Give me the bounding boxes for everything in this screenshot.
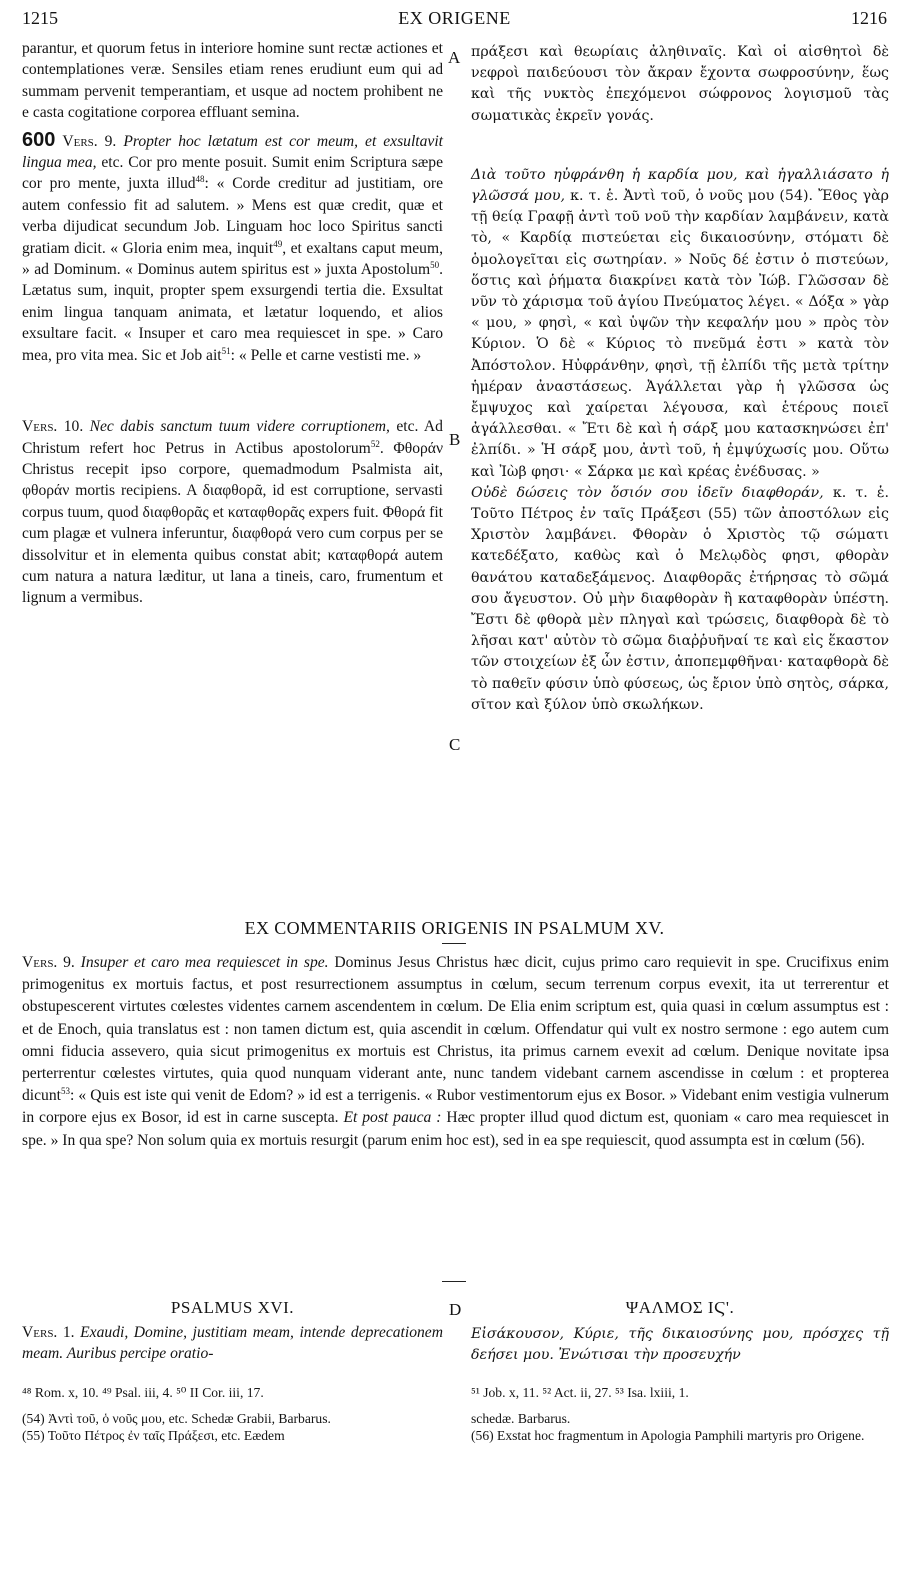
margin-mark-b: B [449, 430, 461, 449]
verse-label: Vers. 9. [22, 954, 75, 971]
footnotes-right [471, 1410, 889, 1444]
section-title: EX COMMENTARIIS ORIGENIS IN PSALMUM XV. [244, 918, 665, 938]
footnote-ref: 52 [370, 438, 380, 449]
margin-mark-d: D [449, 1300, 462, 1319]
footnote-ref: 49 [273, 238, 283, 249]
verse-lemma: Exaudi, Domine, justitiam meam, intende deprecationem meam. Auribus percipe oratio- [22, 1324, 443, 1362]
verse-lemma: Nec dabis sanctum tuum videre corruptionem, [89, 418, 390, 436]
latin-paragraph-1: parantur, et quorum fetus in interiore homine sunt rectæ actiones et contemplationes veræ. Sensiles etiam renes erudiunt eum qui ad summam pervenit temperantiam, et usque ad noctem prohibent ne e casta cogitatione corporea effluant semina. [22, 40, 443, 122]
psalm-greek-text [471, 1324, 889, 1366]
column-number: 600 [22, 128, 56, 151]
verse-lemma: Propter hoc lætatum est cor meum, et exsultavit lingua mea, [22, 132, 443, 172]
psalm-title-latin: PSALMUS XVI. [170, 1298, 295, 1317]
divider [442, 1281, 466, 1282]
psalm-title-greek: ΨΑΛΜΟΣ ΙϚ'. [625, 1298, 735, 1317]
margin-mark-c: C [449, 735, 461, 754]
greek-column [471, 42, 889, 716]
verse-label: Vers. 10. [22, 418, 84, 436]
greek-paragraph-2: Διὰ τοῦτο ηὐφράνθη ἡ καρδία μου, καὶ ἠγαλλιάσατο ἡ γλῶσσά μου, κ. τ. ἑ. Ἀντὶ τοῦ, ὁ νοῦς μου (54). Ἔθος γὰρ τῇ θείᾳ Γραφῇ ἀντὶ τοῦ νοῦ τὴν καρδίαν λαμβάνειν, κατὰ τὸ, « Καρδίᾳ πιστεύεται εἰς δικαιοσύνην, στόματι δὲ ὁμολογεῖται εἰς σωτηρίαν. » Νοῦς δέ ἐστιν ὁ πιστεύων, ὅστις καὶ ῥήματα διακρίνει κατὰ τὸν Ἰώβ. Γλῶσσαν δὲ νῦν τὸ χάρισμα τοῦ ἁγίου Πνεύματος λέγει. « Δόξα » γὰρ « μου, » φησὶ, « καὶ ὑψῶν τὴν κεφαλήν μου » πρὸς τὸν Κύριον. Ὁ δὲ « Κύριος τὸ πνεῦμά ἐστι » κατὰ τὸν Ἀπόστολον. Ηὐφράνθην, φησὶ, τῇ ἐλπίδι τῆς μετὰ τρίτην ἡμέραν ἀναστάσεως. Ἀγάλλεται γὰρ ἡ γλῶσσα ὡς ἔμψυχος καὶ χαίρεται λέγουσα, καὶ ἑτέρους ποιεῖ ἀγάλλεσθαι. « Ἔτι δὲ καὶ ἡ σάρξ μου κατασκηνώσει ἐπ' ἐλπίδι. » Ἡ σάρξ μου, ἀντὶ τοῦ, ἡ ἐμψύχωσίς μου. Οὕτω καὶ Ἰὼβ φησι· « Σάρκα με καὶ κρέας ἐνέδυσας. » [471, 166, 889, 480]
running-title: EX ORIGENE [398, 8, 511, 28]
verse-label: Vers. 1. [22, 1324, 75, 1341]
footnote-refs-right: ⁵¹ Job. x, 11. ⁵² Act. ii, 27. ⁵³ Isa. lxiii, 1. [471, 1385, 689, 1400]
psalm-latin-text [22, 1322, 443, 1364]
post-pauca: Et post pauca : [343, 1109, 442, 1127]
footnote-55-cont: schedæ. Barbarus. [471, 1411, 571, 1426]
latin-paragraph-2: 600 Vers. 9. Propter hoc lætatum est cor meum, et exsultavit lingua mea, etc. Cor pro mente posuit. Sumit enim Scriptura sæpe cor pro mente, juxta illud$^{48}$: « Corde creditur ad justitiam, ore autem confessio fit ad salutem. » Mens est quæ credit, quæ et verba dijudicat secundum Job. Linguam hoc loco Spiritus sancti gratiam dicit. « Gloria enim mea, inquit$^{49}$, et exaltans caput meum, » ad Dominum. « Dominus autem spiritus est » juxta Apostolum$^{50}$. Lætatus sum, inquit, propter spem exsurgendi tertia die. Exsultat enim lingua tanquam animata, et lætatur loquendo, et alios exsultare facit. « Insuper et caro mea requiescet in spe. » Caro mea, pro vita mea. Sic et Job ait$^{51}$: « Pelle et carne vestisti me. » [22, 128, 444, 364]
greek-paragraph-3: Οὐδὲ δώσεις τὸν ὅσιόν σου ἰδεῖν διαφθοράν, κ. τ. ἑ. Τοῦτο Πέτρος ἐν ταῖς Πράξεσι (55) τῶν ἀποστόλων εἰς Χριστὸν λαμβάνει. Φθορὰν ὁ Χριστὸς τῷ σώματι κατεδέξατο, καθὼς καὶ ὁ Μελῳδὸς φησι, φθορὰν θανάτου καταδεξάμενος. Διαφθορᾶς ἐτήρησας τὸ σῶμά σου ἄγευστον. Οὐ μὴν διαφθορὰν ἢ καταφθορὰν ὑπέστη. Ἔστι δὲ φθορὰ μὲν πληγαὶ καὶ τρώσεις, διαφθορὰ δὲ τὸ λῆσαι κατ' αὐτὸν τὸ σῶμα διαῤῥυῆναί τε καὶ εἰς ἕκαστον τῶν στοιχείων ἐξ ὧν ἐστιν, ἀποπεμφθῆναι· καταφθορὰ δὲ τὸ παθεῖν φύσιν ὑπὸ φύσεως, ὡς ἔριον ὑπὸ σητὸς, σάρκα, σῖτον καὶ ξύλον ὑπὸ σκωλήκων. [471, 484, 889, 713]
running-header [22, 8, 887, 34]
commentary-text: Vers. 9. Insuper et caro mea requiescet in spe. Dominus Jesus Christus hæc dicit, cujus primo caro requievit in spe. Crucifixus enim primogenitus ex mortuis factus, et post resurrectionem assumptus in cœlum, secum terrenum corpus evexit, ita ut terrerentur et obstupescerent virtutes cœlestes videntes carnem ascendentem in cœlum. De Elia enim scriptum est, quia quasi in cœlum assumptus est : et de Enoch, quia translatus est : non tamen dictum est, quia ascendit in cœlum. Offendatur qui vult ex nostro sermone : ego autem cum omni fiducia assevero, quia sicut primogenitus ex mortuis est Christus, ita primus carnem evexit ad cœlum. Denique novitate ipsa perterrentur cœlestes virtutes, quia quod nunquam viderant ante, nunc tandem videbant carnem ascendisse in cœlum : et propterea dicunt$^{53}$: « Quis est iste qui venit de Edom? » id est a terrigenis. « Rubor vestimentorum ejus ex Bosor. » Videbant enim vestigia vulnerum in corpore ejus ex Bosor, id est in carne suscepta. Et post pauca : Hæc propter illud quod dictum est, quoniam « caro mea requiescet in spe. » In qua spe? Non solum quia ex mortuis resurgit (parum enim hoc est), sed in ea spe requiescit, quod assumpta est in cœlum (56). [22, 954, 889, 1149]
footnote-ref: 53 [60, 1086, 70, 1097]
greek-paragraph-1: πράξεσι καὶ θεωρίαις ἀληθιναῖς. Καὶ οἱ αἰσθητοὶ δὲ νεφροὶ παιδεύουσι τὸν ἄκραν ἔχοντα σωφροσύνην, ἕως καὶ τῆς νυκτὸς ἐπεχόμενοι σώφρονος λογισμοῦ τὰς σωματικὰς ἐκρεῖν γονάς. [471, 44, 889, 124]
margin-mark-a: A [448, 48, 461, 67]
footnotes-left [22, 1410, 443, 1444]
verse-label: Vers. 9. [62, 132, 117, 150]
divider [442, 943, 466, 944]
footnote-55: (55) Τοῦτο Πέτρος ἐν ταῖς Πράξεσι, etc. Eædem [22, 1428, 285, 1443]
verse-lemma: Διὰ τοῦτο ηὐφράνθη ἡ καρδία μου, καὶ ἠγαλλιάσατο ἡ γλῶσσά μου, [471, 166, 889, 205]
page-number-left: 1215 [22, 8, 58, 28]
latin-paragraph-3: Vers. 10. Nec dabis sanctum tuum videre corruptionem, etc. Ad Christum refert hoc Petrus in Actibus apostolorum$^{52}$. Φθοράν Christus recepit ipso corpore, quemadmodum Psalmista ait, φθοράν mortis recipiens. A διαφθορᾶ, id est corruptione, servasti corpus tuum, quod διαφθορᾶς et καταφθορᾶς expers fuit. Φθορά fit cum plagæ et vulnera inferuntur, διαφθορά vero cum corpus per se dissolvitur et in elementa quibus constat abit; καταφθορά autem cum natura a natura læditur, ut lana a tineis, caro, frumentum et lignum a vermibus. [22, 418, 444, 607]
verse-lemma: Insuper et caro mea requiescet in spe. [80, 954, 329, 971]
footnote-54: (54) Ἀντὶ τοῦ, ὁ νοῦς μου, etc. Schedæ Grabii, Barbarus. [22, 1411, 331, 1426]
footnote-ref: 50 [430, 259, 440, 270]
footnote-ref: 51 [221, 345, 231, 356]
verse-lemma: Οὐδὲ δώσεις τὸν ὅσιόν σου ἰδεῖν διαφθοράν, [471, 484, 824, 501]
footnote-ref: 48 [195, 174, 205, 185]
verse-lemma: Εἰσάκουσον, Κύριε, τῆς δικαιοσύνης μου, πρόσχες τῇ δεήσει μου. Ἐνώτισαι τὴν προσευχήν [471, 1326, 889, 1363]
page-number-right: 1216 [851, 8, 887, 28]
latin-column [22, 38, 443, 609]
footnote-56: (56) Exstat hoc fragmentum in Apologia Pamphili martyris pro Origene. [471, 1428, 865, 1443]
footnote-refs-left: ⁴⁸ Rom. x, 10. ⁴⁹ Psal. iii, 4. ⁵⁰ II Cor. iii, 17. [22, 1385, 264, 1400]
